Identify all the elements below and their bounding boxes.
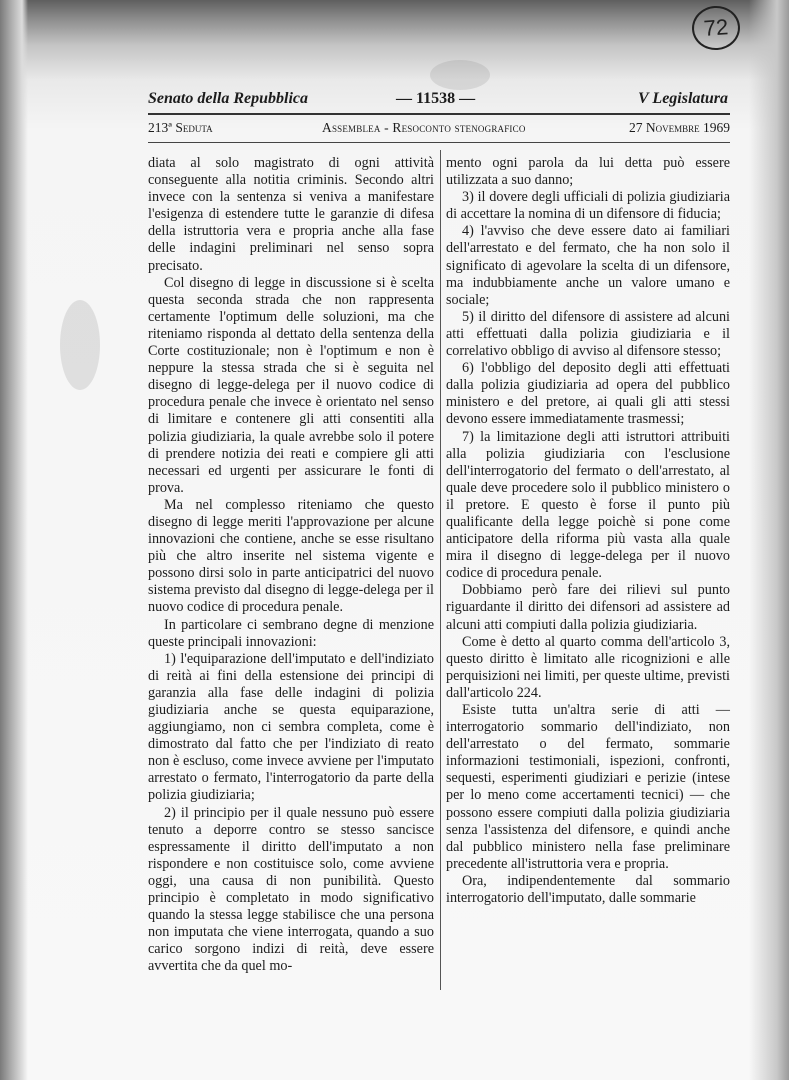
paragraph: 4) l'avviso che deve essere dato ai familiari dell'arrestato e del fermato, che ha non solo il significato di agevolare la scelta di un difensore, ma indubbiamente anche un valore umano e sociale; [446,223,730,308]
header-rule-thin [148,142,730,143]
scan-smudge [430,60,490,90]
paragraph: Come è detto al quarto comma dell'articolo 3, questo diritto è limitato alle ricognizioni e alle perquisizioni nei limiti, per queste ultime, previsti dall'articolo 224. [446,633,730,701]
scan-shadow-left [0,0,28,1080]
handwritten-page-number: 72 [691,4,742,51]
paragraph: 3) il dovere degli ufficiali di polizia giudiziaria di accettare la nomina di un difensore di fiducia; [446,189,730,223]
header-legislature: V Legislatura [638,90,728,107]
paragraph: 7) la limitazione degli atti istruttori attribuiti alla polizia giudiziaria con l'esclusione dell'interrogatorio del fermato o dell'arrestato, al quale deve procedere solo il pubblico ministero o il pretore. E questo è forse il punto più qualificante della legge poichè si pone come anticipatore della riforma più vasta alla quale mira il disegno di legge-delega per il nuovo codice di procedura penale. [446,428,730,582]
paragraph: diata al solo magistrato di ogni attività conseguente alla notitia criminis. Secondo altri invece con la sentenza si veniva a manifestare l'esigenza di estendere tutte le garanzie di difesa della istruttoria vera e propria anche alla fase delle indagini preliminari nel senso sopra precisato. [148,155,434,274]
paragraph: mento ogni parola da lui detta può essere utilizzata a suo danno; [446,155,730,189]
paragraph: Col disegno di legge in discussione si è scelta questa seconda strada che non rappresenta certamente l'optimum delle soluzioni, ma che riteniamo risponda al dettato della sentenza della Corte costituzionale; non è l'optimum e non è neppure la stessa strada che si è seguita nel disegno di legge-delega per il nuovo codice di procedura penale che invece è orientato nel senso di limitare e contenere gli atti consentiti alla polizia giudiziaria, la quale avrebbe solo il potere di prendere notizia dei reati e compiere gli atti necessari ed urgenti per assicurare le fonti di prova. [148,274,434,496]
header-senate: Senato della Repubblica [148,90,308,107]
right-column [446,155,730,907]
header-assembly: Assemblea - Resoconto stenografico [322,120,526,135]
header-session: 213ª Seduta [148,120,213,135]
session-header [148,120,730,140]
paragraph: 6) l'obbligo del deposito degli atti effettuati dalla polizia giudiziaria ad opera del pubblico ministero e del pretore, ai quali gli atti stessi devono essere immediatamente trasmessi; [446,360,730,428]
paragraph: Ora, indipendentemente dal sommario interrogatorio dell'imputato, dalle sommarie [446,872,730,907]
header-page-number: — 11538 — [396,90,476,107]
paragraph: 5) il diritto del difensore di assistere ad alcuni atti effettuati dalla polizia giudiziaria e il correlativo obbligo di avviso al difensore stesso; [446,308,730,360]
header-date: 27 Novembre 1969 [628,120,730,135]
paragraph: 2) il principio per il quale nessuno può essere tenuto a deporre contro se stesso sancisce espressamente il diritto dell'imputato a non rispondere e non costituisce solo, come avviene oggi, una causa di non punibilità. Questo principio è completato in modo significativo quando la stessa legge stabilisce che una persona non imputata che viene interrogata, quando a suo carico sorgono indizi di reità, deve essere avvertita che da quel mo- [148,804,434,975]
paragraph: 1) l'equiparazione dell'imputato e dell'indiziato di reità ai fini della estensione dei principi di garanzia alla fase delle indagini di polizia giudiziaria anche se questa equiparazione, aggiungiamo, non ci sembra completa, come è dimostrato dal fatto che per l'indiziato di reato non è escluso, come invece avviene per l'imputato arrestato o fermato, l'interrogatorio da parte della polizia giudiziaria; [148,650,434,804]
running-header [148,90,728,112]
column-divider [440,150,441,990]
header-rule [148,113,730,115]
paragraph: In particolare ci sembrano degne di menzione queste principali innovazioni: [148,616,434,650]
left-column [148,155,434,976]
scan-shadow-right [749,0,789,1080]
paragraph: Ma nel complesso riteniamo che questo disegno di legge meriti l'approvazione per alcune innovazioni che contiene, anche se esse risultano più che altro inserite nel sistema vigente e possono dirsi solo in parte anticipatrici del nuovo sistema previsto dal disegno di legge-delega per il nuovo codice di procedura penale. [148,496,434,616]
paragraph: Dobbiamo però fare dei rilievi sul punto riguardante il diritto dei difensori ad assistere ad alcuni atti compiuti dalla polizia giudiziaria. [446,582,730,633]
scan-smudge [60,300,100,390]
paragraph: Esiste tutta un'altra serie di atti — interrogatorio sommario dell'indiziato, non dell'arrestato o del fermato, sommarie informazioni testimoniali, ispezioni, confronti, sequesti, esperimenti giudiziari e perizie (intese per lo meno come accertamenti tecnici) — che possono essere compiuti dalla polizia giudiziaria senza l'assistenza del difensore, e quindi anche dal pubblico ministero nella fase preliminare precedente all'istruttoria vera e propria. [446,702,730,872]
